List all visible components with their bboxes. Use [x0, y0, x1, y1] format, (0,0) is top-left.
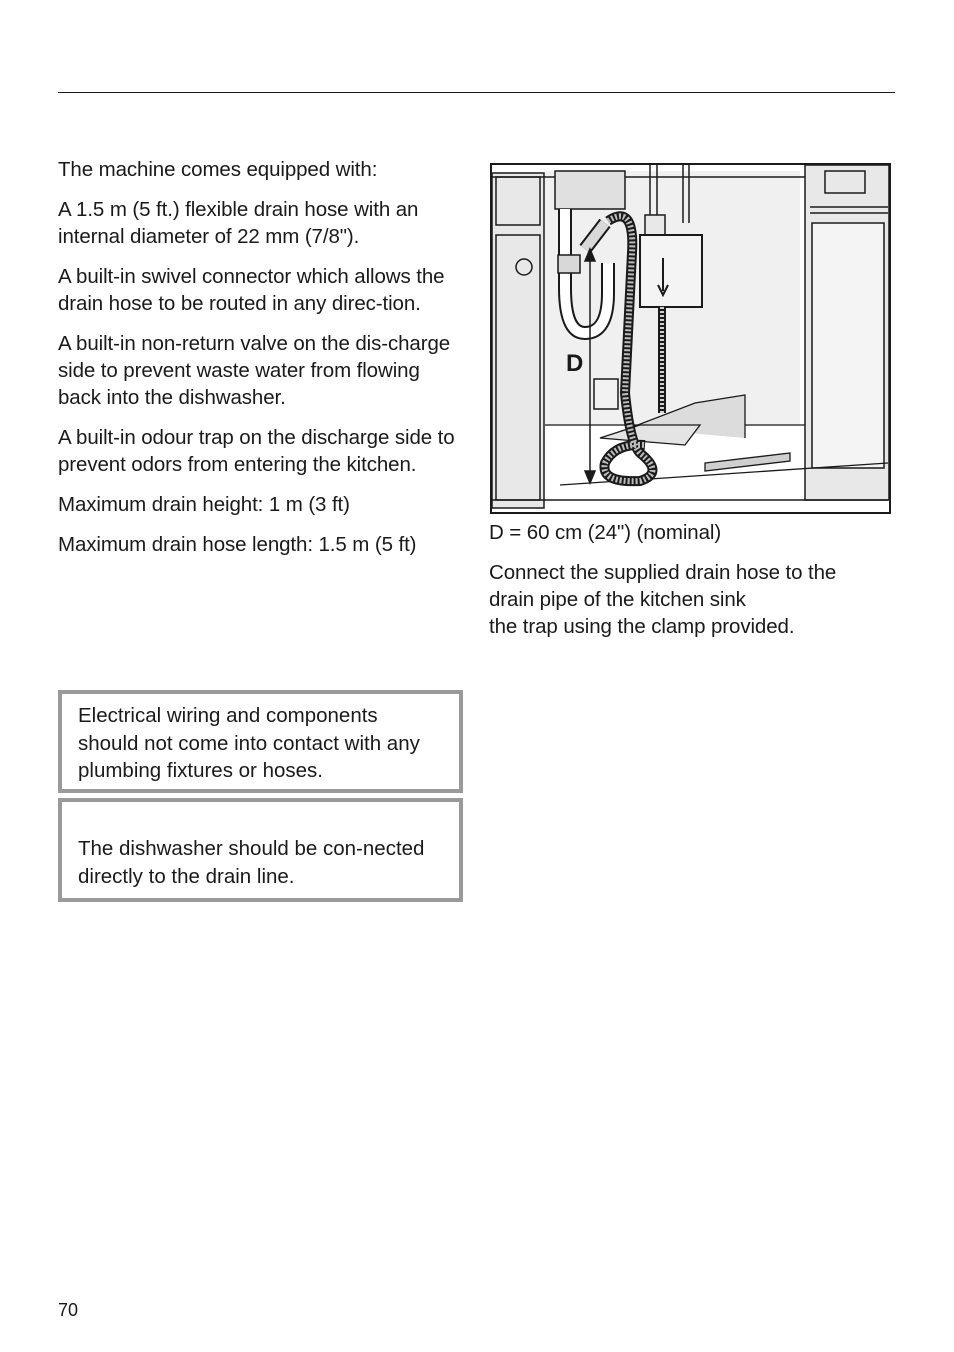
- connection-instructions: [489, 559, 899, 640]
- wiring-warning-text: Electrical wiring and components should not come into contact with any plumbing fixtures or hoses.: [78, 704, 420, 782]
- swivel-connector-spec: A built-in swivel connector which allows the drain hose to be routed in any direc-tion.: [58, 265, 445, 315]
- sink-box: [555, 171, 625, 209]
- left-column: [58, 156, 468, 571]
- right-column: [489, 519, 899, 653]
- instruction-line: Connect the supplied drain hose to the: [489, 561, 837, 584]
- wiring-warning-box: [58, 690, 463, 793]
- intro-text: The machine comes equipped with:: [58, 158, 378, 181]
- drain-hose-spec: A 1.5 m (5 ft.) flexible drain hose with an internal diameter of 22 mm (7/8").: [58, 198, 419, 248]
- max-hose-length: Maximum drain hose length: 1.5 m (5 ft): [58, 533, 417, 556]
- figure-caption: D = 60 cm (24") (nominal): [489, 521, 722, 544]
- right-cabinet: [805, 165, 889, 500]
- drain-installation-illustration: [490, 163, 891, 514]
- non-return-valve-spec: A built-in non-return valve on the dis-charge side to prevent waste water from flowing back into the dishwasher.: [58, 332, 451, 409]
- dimension-label: D: [566, 350, 584, 377]
- max-drain-height: Maximum drain height: 1 m (3 ft): [58, 493, 350, 516]
- instruction-line: the trap using the clamp provided.: [489, 615, 795, 638]
- electrical-socket: [594, 379, 618, 409]
- drain-line-warning-text: The dishwasher should be con-nected directly to the drain line.: [78, 837, 425, 888]
- page-number: 70: [58, 1300, 79, 1320]
- instruction-line: drain pipe of the kitchen sink: [489, 588, 746, 611]
- drain-line-warning-box: [58, 798, 463, 902]
- odour-trap-spec: A built-in odour trap on the discharge side to prevent odors from entering the kitchen.: [58, 426, 455, 476]
- header-rule: [58, 92, 895, 93]
